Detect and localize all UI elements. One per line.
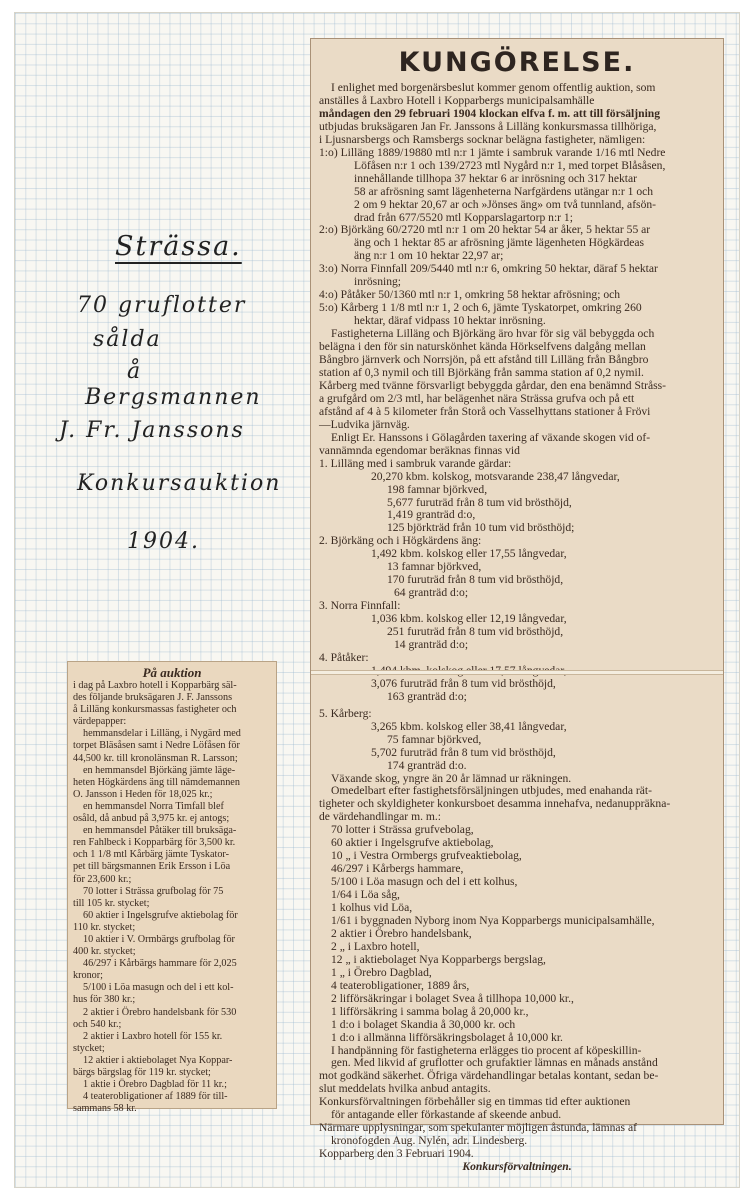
clipping-line: en hemmansdel Påtäker till bruksäga- — [83, 825, 237, 837]
clipping-line: bärgs bärgslag för 119 kr. stycket; — [73, 1067, 211, 1078]
clipping-line: de värdehandlingar m. m.: — [319, 810, 442, 824]
clipping-line: O. Jansson i Heden för 18,025 kr.; — [73, 788, 213, 800]
clipping-line: 12 „ i aktiebolaget Nya Kopparbergs bergslag, — [331, 952, 546, 966]
clipping-line: äng och 1 hektar 85 ar afrösning jämte lägenheten Högkärdeas — [354, 236, 645, 250]
clipping-line: 1,036 kbm. kolskog eller 12,19 långvedar, — [371, 612, 567, 626]
clipping-line: 10 „ i Vestra Ormbergs grufveaktiebolag, — [331, 849, 522, 863]
clipping-line: 46/297 i Kårbärgs hammare för 2,025 — [83, 958, 237, 970]
clipping-line: 170 furuträd från 8 tum vid brösthöjd, — [387, 573, 564, 587]
clipping-line: anställes å Laxbro Hotell i Kopparbergs municipalsamhälle — [319, 93, 595, 107]
clipping-line: i dag på Laxbro hotell i Kopparbärg säl- — [73, 680, 237, 691]
clipping-line: 1,492 kbm. kolskog eller 17,55 långvedar, — [371, 547, 567, 561]
clipping-line: kronofogden Aug. Nylén, adr. Lindesberg. — [331, 1134, 528, 1148]
clipping-line: 2 „ i Laxbro hotell, — [331, 939, 420, 953]
clipping-line: Omedelbart efter fastighetsförsäljningen utbjudes, med enahanda rät- — [331, 784, 652, 798]
handwritten-title: Strässa. — [115, 231, 242, 262]
clipping-line: värdepapper: — [73, 716, 127, 728]
clipping-line: 2 aktier i Laxbro hotell för 155 kr. — [83, 1030, 223, 1042]
clipping-line: 5,677 furuträd från 8 tum vid brösthöjd, — [387, 495, 572, 509]
clipping-line: 2 aktier i Örebro handelsbank, — [331, 926, 472, 940]
clipping-line: a grufgård om 2/3 mtl, har belägenhet nära Strässa grufva och på ett — [319, 391, 635, 405]
clipping-line: 2:o) Björkäng 60/2720 mtl n:r 1 om 20 hektar 54 ar åker, 5 hektar 55 ar — [319, 223, 651, 237]
clipping-line: 5,702 furuträd från 8 tum vid brösthöjd, — [371, 745, 556, 759]
clipping-line: och 540 kr.; — [73, 1018, 122, 1030]
clipping-line: 20,270 kbm. kolskog, motsvarande 238,47 långvedar, — [371, 469, 620, 483]
clipping-line: des följande bruksägaren J. F. Janssons — [73, 692, 233, 704]
clipping-line: 14 granträd d:o; — [394, 637, 469, 651]
clipping-line: 1/61 i byggnaden Nyborg inom Nya Kopparbergs municipalsamhälle, — [331, 914, 655, 927]
clipping-line: en hemmansdel Norra Timfall blef — [83, 800, 224, 812]
clipping-line: 1 d:o i allmänna lifförsäkringsbolaget å 10,000 kr. — [331, 1030, 563, 1044]
clipping-line: 3,076 furuträd från 8 tum vid brösthöjd, — [371, 676, 556, 690]
clipping-line: 1 lifförsäkring i samma bolag å 20,000 kr., — [331, 1004, 529, 1018]
clipping-line: Närmare upplysningar, som spekulanter möjligen åstunda, lämnas af — [319, 1121, 637, 1135]
clipping-signature: Konkursförvaltningen. — [462, 1160, 572, 1174]
clipping-line: 1 d:o i bolaget Skandia å 30,000 kr. och — [331, 1017, 516, 1031]
clipping-line: å Lilläng konkursmassas fastigheter och — [73, 704, 237, 716]
clipping-line: 4 teaterobligationer, 1889 års, — [331, 978, 470, 992]
clipping-line: 10 aktier i V. Ormbärgs grufbolag för — [83, 933, 235, 945]
handwritten-line: å — [127, 359, 143, 384]
clipping-line: 64 granträd d:o; — [394, 586, 469, 600]
clipping-line: I handpänning för fastigheterna erlägges tio procent af köpeskillin- — [331, 1043, 642, 1057]
clipping-line: 58 ar afrösning samt lägenheterna Narfgärdens utängar n:r 1 och — [354, 184, 654, 198]
clipping-line: Konkursförvaltningen förbehåller sig en timmas tid efter auktionen — [319, 1095, 631, 1109]
clipping-line: 3:o) Norra Finnfall 209/5440 mtl n:r 6, omkring 50 hektar, däraf 5 hektar — [319, 262, 658, 276]
clipping-line: 198 famnar björkved, — [387, 482, 488, 496]
clipping-heading: KUNGÖRELSE. — [398, 47, 636, 78]
clipping-line: 1. Lilläng med i sambruk varande gärdar: — [319, 456, 512, 470]
clipping-line: 110 kr. stycket; — [73, 921, 136, 933]
clipping-line: 70 lotter i Strässa grufvebolag, — [331, 823, 474, 837]
clipping-line: I enlighet med borgenärsbeslut kommer genom offentlig auktion, som — [331, 81, 656, 94]
clipping-line: 400 kr. stycket; — [73, 946, 136, 958]
clipping-line: Kårberg med tvänne försvarligt bebyggda gårdar, den ena benämnd Stråss- — [319, 378, 667, 392]
clipping-line: 3. Norra Finnfall: — [319, 599, 401, 613]
clipping-line: äng n:r 1 om 10 hektar 22,97 ar; — [354, 249, 504, 263]
clipping-line: Enligt Er. Hanssons i Gölagården taxering af växande skogen vid of- — [331, 430, 651, 444]
clipping-line: heten Högkärdens äng till nämdemannen — [73, 776, 240, 788]
clipping-line: belägna i den för sin naturskönhet kända Hörkselfvens dalgång mellan — [319, 340, 646, 354]
clipping-line: afstånd af 4 à 5 kilometer från Storå och Vasselhyttans stationer å Frövi — [319, 404, 651, 418]
clipping-line: 60 aktier i Ingelsgrufve aktiebolag, — [331, 836, 494, 850]
handwritten-line: sålda — [93, 327, 162, 352]
clipping-line: Kopparberg den 3 Februari 1904. — [319, 1147, 474, 1161]
clipping-line: mot godkänd säkerhet. Öfriga värdehandlingar betalas kontant, sedan be- — [319, 1069, 659, 1083]
clipping-line: sammans 58 kr. — [73, 1103, 137, 1115]
clipping-line: 75 famnar björkved, — [387, 732, 482, 746]
handwritten-line: Konkursauktion — [77, 471, 282, 496]
clipping-line: 2. Björkäng och i Högkärdens äng: — [319, 534, 482, 548]
newspaper-clipping-auction-report — [67, 661, 277, 1115]
clipping-line: 1 kolhus vid Löa, — [331, 901, 413, 915]
clipping-line: 4. Påtåker: — [319, 650, 369, 664]
clipping-line: 2 om 9 hektar 20,67 ar och »Jönses äng» om två tunnland, afsön- — [354, 197, 657, 211]
clipping-heading: På auktion — [142, 665, 202, 680]
clipping-line: stycket; — [73, 1042, 105, 1054]
clipping-line: torpet Bläsåsen samt i Nedre Löfåsen för — [73, 740, 240, 752]
clipping-line: 125 björkträd från 10 tum vid brösthöjd; — [387, 521, 575, 535]
clipping-line: 1:o) Lilläng 1889/19880 mtl n:r 1 jämte i sambruk varande 1/16 mtl Nedre — [319, 145, 666, 159]
clipping-line: 12 aktier i aktiebolaget Nya Koppar- — [83, 1054, 233, 1066]
clipping-line: 5/100 i Löa masugn och del i ett kol- — [83, 982, 234, 994]
newspaper-clipping-kungorelse — [310, 38, 724, 1174]
clipping-line: —Ludvika järnväg. — [319, 417, 410, 431]
clipping-line: innehållande tillhopa 37 hektar 6 ar inrösning och 317 hektar — [354, 171, 637, 185]
clipping-line: 70 lotter i Strässa grufbolag för 75 — [83, 885, 224, 897]
clipping-line: kronor; — [73, 970, 103, 982]
clipping-line: ren Fahlbeck i Kopparbärg för 3,500 kr. — [73, 837, 236, 849]
clipping-line: i Ljusnarsbergs och Ramsbergs socknar belägna fastigheter, nämligen: — [319, 132, 646, 146]
clipping-line: en hemmansdel Björkäng jämte läge- — [83, 764, 236, 776]
clipping-line: för antagande eller förkastande af skeende anbud. — [331, 1108, 562, 1122]
clipping-line: 1 „ i Örebro Dagblad, — [331, 965, 432, 979]
handwritten-line: 70 gruflotter — [77, 293, 247, 318]
handwritten-line: 1904. — [127, 529, 200, 554]
clipping-line: till 105 kr. stycket; — [73, 897, 150, 909]
clipping-line: måndagen den 29 februari 1904 klockan elfva f. m. att till försäljning — [319, 106, 661, 120]
clipping-line: hus för 380 kr.; — [73, 994, 136, 1006]
clipping-line: Bångbro järnverk och Norrsjön, på ett afstånd till Lilläng från Bångbro — [319, 353, 649, 367]
clipping-line: 3,265 kbm. kolskog eller 38,41 långvedar, — [371, 719, 567, 733]
clipping-line: 174 granträd d:o. — [387, 758, 467, 772]
clipping-line: 60 aktier i Ingelsgrufve aktiebolag för — [83, 909, 238, 921]
clipping-line: 5:o) Kårberg 1 1/8 mtl n:r 1, 2 och 6, jämte Tyskatorpet, omkring 260 — [319, 301, 642, 315]
clipping-line: 1/64 i Löa såg, — [331, 888, 400, 902]
clipping-line: hemmansdelar i Lilläng, i Nygärd med — [83, 728, 241, 740]
clipping-line: vannämnda egendomar beräknas finnas vid — [319, 443, 520, 457]
clipping-line: inrösning; — [354, 275, 402, 289]
clipping-fold-divider — [311, 670, 723, 675]
clipping-line: Löfåsen n:r 1 och 139/2723 mtl Nygård n:r 1, med torpet Blåsåsen, — [354, 158, 666, 172]
clipping-line: 4:o) Påtåker 50/1360 mtl n:r 1, omkring 58 hektar afrösning; och — [319, 288, 621, 302]
clipping-line: 44,500 kr. till kronolänsman R. Larsson; — [73, 752, 238, 764]
clipping-line: 251 furuträd från 8 tum vid brösthöjd, — [387, 625, 564, 639]
clipping-line: osåld, då anbud på 3,975 kr. ej antogs; — [73, 813, 230, 825]
clipping-line: för 23,600 kr.; — [73, 873, 132, 885]
clipping-line: 1 aktie i Örebro Dagblad för 11 kr.; — [83, 1079, 227, 1091]
handwritten-line: J. Fr. Janssons — [59, 418, 245, 443]
clipping-line: 2 lifförsäkringar i bolaget Svea å tillhopa 10,000 kr., — [331, 991, 574, 1005]
clipping-line: 5. Kårberg: — [319, 706, 372, 720]
clipping-line: 4 teaterobligationer af 1889 för till- — [83, 1091, 228, 1103]
clipping-line: utbjudas bruksägaren Jan Fr. Janssons å Lilläng konkursmassa tillhöriga, — [319, 119, 657, 133]
clipping-line: slut meddelats hvilka anbud antagits. — [319, 1082, 491, 1096]
handwritten-line: Bergsmannen — [85, 385, 262, 410]
clipping-line: 163 granträd d:o; — [387, 689, 467, 703]
clipping-line: 5/100 i Löa masugn och del i ett kolhus, — [331, 875, 518, 889]
clipping-line: hektar, däraf vidpass 10 hektar inrösning. — [354, 314, 546, 328]
clipping-line: drad från 677/5520 mtl Kopparslagartorp n:r 1; — [354, 210, 573, 224]
clipping-line: Växande skog, yngre än 20 år lämnad ur räkningen. — [331, 771, 572, 785]
clipping-line: 46/297 i Kårbergs hammare, — [331, 862, 464, 876]
clipping-line: och 1 1/8 mtl Kårbärg jämte Tyskator- — [73, 849, 230, 861]
clipping-line: 13 famnar björkved, — [387, 560, 482, 574]
clipping-line: 1,419 granträd d:o, — [387, 508, 476, 522]
clipping-line: station af 0,3 nymil och till Björkäng från samma station af 0,2 nymil. — [319, 365, 644, 379]
clipping-line: tigheter och skyldigheter konkursboet desamma innehafva, nedanuppräkna- — [319, 797, 671, 811]
clipping-line: Fastigheterna Lilläng och Björkäng äro hvar för sig väl bebyggda och — [331, 327, 655, 341]
clipping-line: gen. Med likvid af gruflotter och grufaktier lämnas en månads anstånd — [331, 1056, 658, 1070]
clipping-line: pet till bärgsmannen Erik Ersson i Löa — [73, 861, 231, 873]
clipping-line: 2 aktier i Örebro handelsbank för 530 — [83, 1006, 237, 1018]
